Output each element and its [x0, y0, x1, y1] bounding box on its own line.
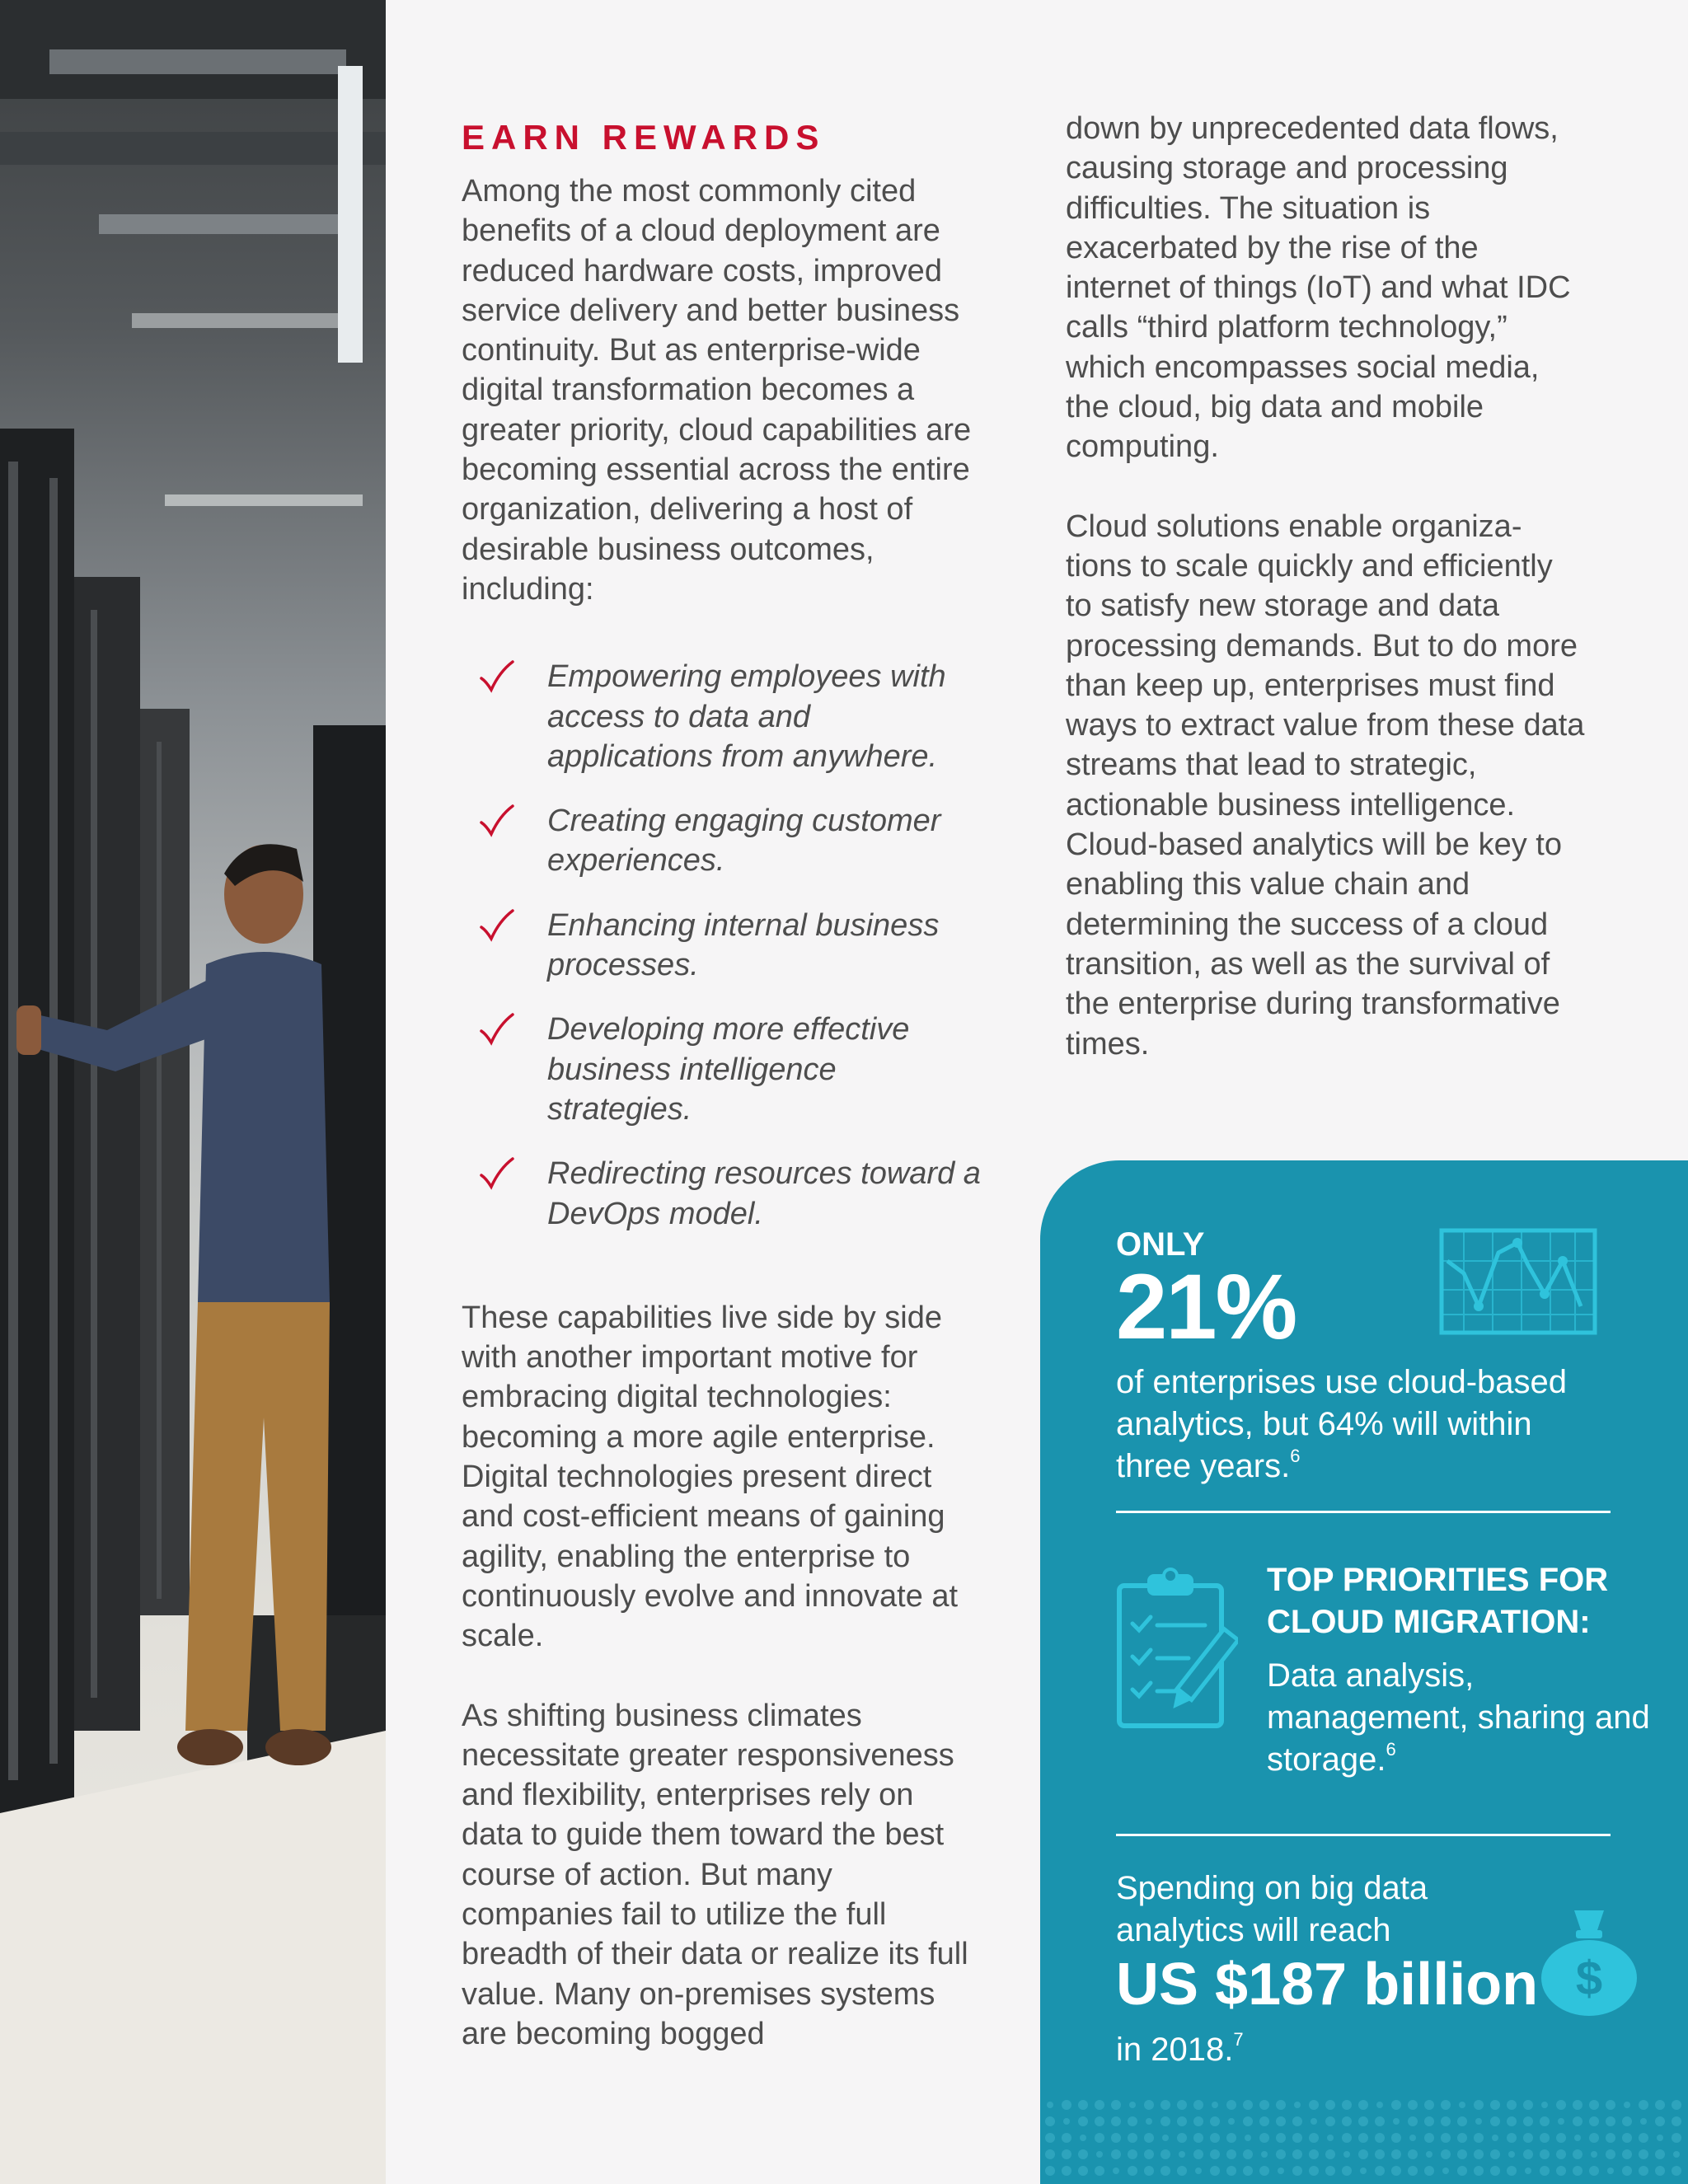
pattern-dot [1309, 2166, 1319, 2176]
pattern-dot [1507, 2133, 1517, 2143]
pattern-dot [1541, 2102, 1548, 2108]
decorative-dot-pattern [1040, 2093, 1688, 2184]
pattern-dot [1177, 2166, 1187, 2176]
pattern-dot [1327, 2135, 1334, 2141]
priorities-description [1267, 1655, 1654, 1781]
pattern-dot [1177, 2133, 1187, 2143]
divider [1116, 1834, 1611, 1836]
pattern-dot [1589, 2133, 1599, 2143]
pattern-dot [1062, 2166, 1071, 2176]
list-item [462, 1154, 981, 1234]
pattern-dot [1045, 2166, 1055, 2176]
checkmark-icon [478, 1154, 514, 1193]
pattern-dot [1128, 2149, 1137, 2159]
pattern-dot [1408, 2100, 1418, 2110]
pattern-dot [1210, 2149, 1220, 2159]
pattern-dot [1655, 2100, 1665, 2110]
pattern-dot [1292, 2133, 1302, 2143]
pattern-dot [1655, 2116, 1665, 2126]
spending-description: Spending on big data analytics will reach [1116, 1870, 1428, 1948]
pattern-dot [1311, 2118, 1317, 2125]
pattern-dot [1441, 2116, 1451, 2126]
footnote-ref: 6 [1386, 1739, 1396, 1760]
list-item-text: Redirecting resources toward a DevOps model. [547, 1156, 981, 1231]
pattern-dot [1128, 2166, 1137, 2176]
pattern-dot [1358, 2133, 1368, 2143]
pattern-dot [1655, 2166, 1665, 2176]
pattern-dot [1589, 2100, 1599, 2110]
pattern-dot [1292, 2116, 1302, 2126]
pattern-dot [1624, 2102, 1630, 2108]
pattern-dot [1525, 2168, 1531, 2174]
priorities-title: TOP PRIORITIES FOR CLOUD MIGRATION: [1267, 1562, 1609, 1640]
pattern-dot [1193, 2116, 1203, 2126]
intro-paragraph: Among the most commonly cited benefits of a cloud deployment are reduced hardware costs, improved service delivery and better business continuity. But as enterprise-wide digital transformation becomes a greater priority, cloud capabilities are becoming essential across the entire organization, delivering a host of desirable business outcomes, including: [462, 174, 972, 607]
pattern-dot [1640, 2118, 1647, 2125]
stat-label: ONLY [1116, 1226, 1205, 1263]
pattern-dot [1556, 2166, 1566, 2176]
pattern-dot [1343, 2151, 1350, 2158]
pattern-dot [1045, 2116, 1055, 2126]
pattern-dot [1078, 2116, 1088, 2126]
pattern-dot [1245, 2135, 1251, 2141]
pattern-dot [1424, 2116, 1434, 2126]
pattern-dot [1523, 2116, 1533, 2126]
pattern-dot [1276, 2100, 1286, 2110]
pattern-dot [1490, 2166, 1500, 2176]
pattern-dot [1243, 2100, 1253, 2110]
pattern-dot [1475, 2118, 1482, 2125]
pattern-dot [1325, 2100, 1335, 2110]
pattern-dot [1606, 2149, 1615, 2159]
pattern-dot [1243, 2149, 1253, 2159]
section-heading: EARN REWARDS [462, 118, 826, 157]
pattern-dot [1292, 2149, 1302, 2159]
pattern-dot [1540, 2166, 1550, 2176]
list-item-text: Empowering employees with access to data and applications from anywhere. [547, 659, 946, 774]
pattern-dot [1457, 2166, 1467, 2176]
benefits-list [462, 657, 981, 1234]
server-room-illustration [0, 0, 386, 2184]
pattern-dot [1639, 2100, 1648, 2110]
list-item [462, 1010, 981, 1129]
clipboard-checklist-icon [1114, 1568, 1238, 1732]
pattern-dot [1607, 2168, 1614, 2174]
pattern-dot [1045, 2149, 1055, 2159]
pattern-dot [1111, 2100, 1121, 2110]
spending-amount: US $187 billion [1116, 1952, 1539, 2018]
pattern-dot [1309, 2149, 1319, 2159]
pattern-dot [1442, 2168, 1449, 2174]
pattern-dot [1457, 2133, 1467, 2143]
pattern-dot [1639, 2133, 1648, 2143]
pattern-dot [1507, 2116, 1517, 2126]
pattern-dot [1226, 2100, 1236, 2110]
pattern-dot [1146, 2118, 1152, 2125]
pattern-dot [1573, 2149, 1582, 2159]
pattern-dot [1080, 2135, 1086, 2141]
pattern-dot [1243, 2166, 1253, 2176]
pattern-dot [1639, 2149, 1648, 2159]
pattern-dot [1325, 2149, 1335, 2159]
checkmark-icon [478, 657, 514, 696]
pattern-dot [1391, 2149, 1401, 2159]
pattern-dot [1589, 2116, 1599, 2126]
pattern-dot [1606, 2100, 1615, 2110]
list-item-text: Developing more effective business intelligence strategies. [547, 1012, 910, 1127]
pattern-dot [1523, 2133, 1533, 2143]
pattern-dot [1409, 2135, 1416, 2141]
money-bag-icon [1538, 1905, 1640, 2018]
pattern-dot [1573, 2100, 1582, 2110]
pattern-dot [1358, 2100, 1368, 2110]
pattern-dot [1179, 2151, 1185, 2158]
server-room-photo [0, 0, 386, 2184]
pattern-dot [1144, 2100, 1154, 2110]
pattern-dot [1358, 2116, 1368, 2126]
pattern-dot [1474, 2100, 1484, 2110]
pattern-dot [1672, 2133, 1681, 2143]
pattern-dot [1376, 2102, 1383, 2108]
pattern-dot [1591, 2151, 1597, 2158]
pattern-dot [1160, 2149, 1170, 2159]
pattern-dot [1574, 2135, 1581, 2141]
pattern-dot [1160, 2166, 1170, 2176]
pattern-dot [1144, 2149, 1154, 2159]
pattern-dot [1309, 2133, 1319, 2143]
pattern-dot [1474, 2166, 1484, 2176]
pattern-dot [1424, 2166, 1434, 2176]
pattern-dot [1047, 2102, 1053, 2108]
line-chart-icon [1439, 1228, 1597, 1335]
checkmark-icon [478, 1010, 514, 1049]
pattern-dot [1063, 2118, 1070, 2125]
pattern-dot [1393, 2118, 1400, 2125]
pattern-dot [1160, 2100, 1170, 2110]
pattern-dot [1195, 2168, 1202, 2174]
pattern-dot [1095, 2116, 1104, 2126]
pattern-dot [1276, 2133, 1286, 2143]
pattern-dot [1622, 2133, 1632, 2143]
pattern-dot [1177, 2116, 1187, 2126]
pattern-dot [1309, 2100, 1319, 2110]
pattern-dot [1276, 2149, 1286, 2159]
pattern-dot [1259, 2133, 1269, 2143]
pattern-dot [1226, 2133, 1236, 2143]
pattern-dot [1212, 2102, 1218, 2108]
pattern-dot [1606, 2133, 1615, 2143]
list-item-text: Enhancing internal business processes. [547, 907, 940, 983]
pattern-dot [1078, 2149, 1088, 2159]
pattern-dot [1111, 2149, 1121, 2159]
pattern-dot [1160, 2116, 1170, 2126]
pattern-dot [1622, 2116, 1632, 2126]
pattern-dot [1490, 2116, 1500, 2126]
pattern-dot [1210, 2133, 1220, 2143]
spending-year [1116, 2029, 1244, 2071]
pattern-dot [1228, 2118, 1235, 2125]
left-text-column [462, 115, 981, 2054]
right-text-column [1066, 109, 1585, 1064]
pattern-dot [1095, 2133, 1104, 2143]
pattern-dot [1210, 2116, 1220, 2126]
pattern-dot [1457, 2149, 1467, 2159]
pattern-dot [1325, 2166, 1335, 2176]
pattern-dot [1540, 2116, 1550, 2126]
pattern-dot [1672, 2100, 1681, 2110]
list-item-text: Creating engaging customer experiences. [547, 804, 941, 879]
pattern-dot [1556, 2133, 1566, 2143]
pattern-dot [1078, 2166, 1088, 2176]
pattern-dot [1391, 2133, 1401, 2143]
pattern-dot [1261, 2151, 1268, 2158]
pattern-dot [1657, 2135, 1663, 2141]
pattern-dot [1474, 2133, 1484, 2143]
pattern-dot [1556, 2149, 1566, 2159]
list-item [462, 657, 981, 776]
divider [1116, 1511, 1611, 1513]
pattern-dot [1128, 2116, 1137, 2126]
pattern-dot [1375, 2166, 1385, 2176]
stat-description [1116, 1361, 1611, 1488]
pattern-dot [1655, 2149, 1665, 2159]
pattern-dot [1424, 2133, 1434, 2143]
pattern-dot [1490, 2149, 1500, 2159]
pattern-dot [1492, 2135, 1498, 2141]
pattern-dot [1622, 2166, 1632, 2176]
pattern-dot [1045, 2133, 1055, 2143]
pattern-dot [1507, 2166, 1517, 2176]
pattern-dot [1441, 2149, 1451, 2159]
pattern-dot [1144, 2133, 1154, 2143]
pattern-dot [1292, 2166, 1302, 2176]
pattern-dot [1062, 2149, 1071, 2159]
pattern-dot [1508, 2151, 1515, 2158]
pattern-dot [1210, 2166, 1220, 2176]
pattern-dot [1062, 2100, 1071, 2110]
priorities-description-text: Data analysis, management, sharing and storage. [1267, 1657, 1650, 1778]
pattern-dot [1226, 2149, 1236, 2159]
pattern-dot [1358, 2149, 1368, 2159]
checkmark-icon [478, 801, 514, 841]
pattern-dot [1573, 2166, 1582, 2176]
continuation-paragraph: down by unprecedented data flows, causing storage and processing difficulties. The situation is exacerbated by the rise of the internet of things (IoT) and what IDC calls “third platform technology,” which encompasses social media, the cloud, big data and mobile computing. [1066, 111, 1571, 465]
pattern-dot [1639, 2166, 1648, 2176]
pattern-dot [1459, 2102, 1465, 2108]
pattern-dot [1113, 2168, 1119, 2174]
pattern-dot [1259, 2116, 1269, 2126]
agility-paragraph: These capabilities live side by side with another important motive for embracing digital technologies: becoming a more agile enterprise. Digital technologies present direct and cost-efficient means of gaining agility, enabling the enterprise to continuously evolve and innovate at scale. [462, 1300, 959, 1654]
pattern-dot [1342, 2133, 1352, 2143]
pattern-dot [1177, 2100, 1187, 2110]
pattern-dot [1457, 2116, 1467, 2126]
pattern-dot [1408, 2166, 1418, 2176]
pattern-dot [1096, 2151, 1103, 2158]
pattern-dot [1606, 2116, 1615, 2126]
pattern-dot [1095, 2100, 1104, 2110]
pattern-dot [1391, 2166, 1401, 2176]
pattern-dot [1360, 2168, 1367, 2174]
footnote-ref: 6 [1290, 1446, 1301, 1466]
pattern-dot [1540, 2133, 1550, 2143]
pattern-dot [1523, 2149, 1533, 2159]
pattern-dot [1391, 2100, 1401, 2110]
list-item [462, 906, 981, 986]
stat-description-text: of enterprises use cloud-based analytics, but 64% will within three years. [1116, 1364, 1567, 1484]
pattern-dot [1441, 2133, 1451, 2143]
pattern-dot [1129, 2102, 1136, 2108]
pattern-dot [1325, 2116, 1335, 2126]
pattern-dot [1490, 2100, 1500, 2110]
pattern-dot [1558, 2118, 1564, 2125]
pattern-dot [1672, 2166, 1681, 2176]
pattern-dot [1259, 2100, 1269, 2110]
pattern-dot [1673, 2151, 1680, 2158]
pattern-dot [1375, 2116, 1385, 2126]
footnote-ref: 7 [1233, 2029, 1244, 2050]
pattern-dot [1111, 2133, 1121, 2143]
pattern-dot [1573, 2116, 1582, 2126]
pattern-dot [1556, 2100, 1566, 2110]
pattern-dot [1128, 2133, 1137, 2143]
pattern-dot [1589, 2166, 1599, 2176]
pattern-dot [1474, 2149, 1484, 2159]
pattern-dot [1441, 2100, 1451, 2110]
pattern-dot [1507, 2100, 1517, 2110]
pattern-dot [1144, 2166, 1154, 2176]
stats-panel [1040, 1160, 1688, 2184]
pattern-dot [1111, 2116, 1121, 2126]
pattern-dot [1622, 2149, 1632, 2159]
pattern-dot [1523, 2100, 1533, 2110]
pattern-dot [1375, 2133, 1385, 2143]
cloud-solutions-paragraph: Cloud solutions enable organiza-tions to scale quickly and efficiently to satisfy new storage and data processing demands. But to do more than keep up, enterprises must find ways to extract value from these data streams that lead to strategic, actionable business intelligence. Cloud-based analytics will be key to enabling this value chain and determining the success of a cloud transition, as well as the survival of the enterprise during transformative times. [1066, 509, 1585, 1062]
pattern-dot [1672, 2116, 1681, 2126]
pattern-dot [1276, 2116, 1286, 2126]
checkmark-icon [478, 906, 514, 945]
pattern-dot [1278, 2168, 1284, 2174]
pattern-dot [1095, 2166, 1104, 2176]
pattern-dot [1424, 2100, 1434, 2110]
stat-value: 21% [1116, 1255, 1296, 1358]
pattern-dot [1226, 2166, 1236, 2176]
pattern-dot [1259, 2166, 1269, 2176]
pattern-dot [1162, 2135, 1169, 2141]
pattern-dot [1342, 2100, 1352, 2110]
list-item [462, 801, 981, 881]
pattern-dot [1294, 2102, 1301, 2108]
pattern-dot [1408, 2116, 1418, 2126]
pattern-dot [1426, 2151, 1432, 2158]
data-paragraph: As shifting business climates necessitate greater responsiveness and flexibility, enterprises rely on data to guide them toward the best course of action. But many companies fail to utilize the full breadth of their data or realize its full value. Many on-premises systems are becoming bogged [462, 1698, 968, 2051]
pattern-dot [1342, 2116, 1352, 2126]
spending-year-text: in 2018. [1116, 2032, 1234, 2068]
pattern-dot [1243, 2116, 1253, 2126]
pattern-dot [1193, 2133, 1203, 2143]
pattern-dot [1193, 2100, 1203, 2110]
pattern-dot [1193, 2149, 1203, 2159]
pattern-dot [1408, 2149, 1418, 2159]
pattern-dot [1375, 2149, 1385, 2159]
pattern-dot [1342, 2166, 1352, 2176]
svg-text:$: $ [1575, 1952, 1603, 2005]
pattern-dot [1078, 2100, 1088, 2110]
pattern-dot [1540, 2149, 1550, 2159]
pattern-dot [1062, 2133, 1071, 2143]
